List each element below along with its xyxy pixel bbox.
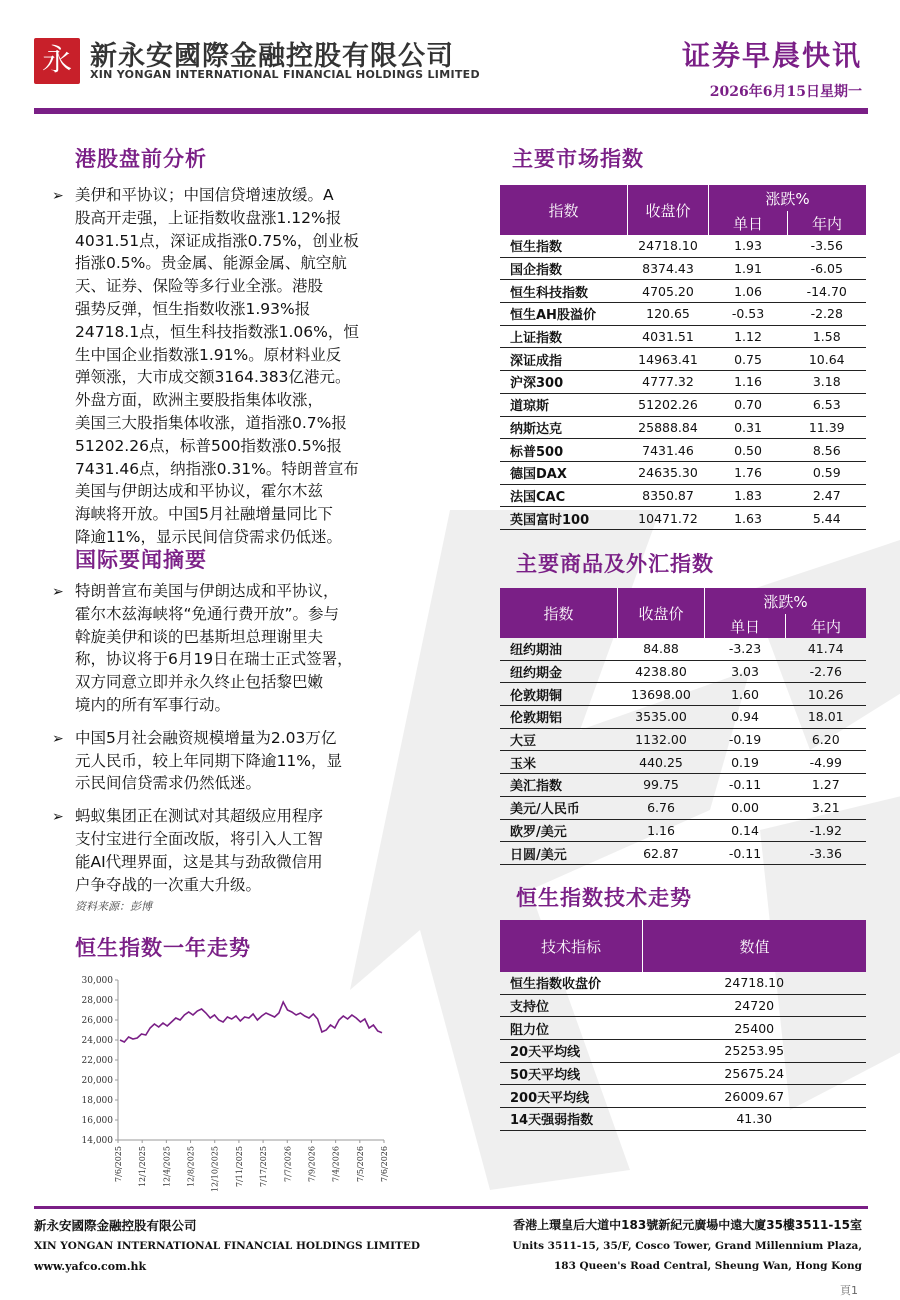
cell-name: 欧罗/美元 (500, 819, 618, 842)
cell-close: 7431.46 (628, 439, 709, 462)
cell-ytd: 0.59 (788, 461, 867, 484)
cell-close: 4777.32 (628, 371, 709, 394)
col-chg: 涨跌% (705, 588, 867, 614)
hsi-series-line (120, 1002, 382, 1042)
table-row (500, 683, 866, 706)
bullet-arrow-icon: ➢ (52, 188, 64, 204)
cell-value: 25675.24 (643, 1062, 867, 1085)
cell-ytd: 10.26 (786, 683, 867, 706)
cell-ytd: 18.01 (786, 706, 867, 729)
news-item (52, 580, 392, 717)
table-row (500, 371, 866, 394)
table-row (500, 706, 866, 729)
header-divider (34, 108, 868, 114)
col-ytd: 年内 (788, 211, 867, 235)
cell-day: 0.14 (705, 819, 786, 842)
hk-pre-title: 港股盘前分析 (75, 147, 207, 171)
cell-name: 国企指数 (500, 257, 628, 280)
news-item (52, 727, 392, 795)
cell-close: 4705.20 (628, 280, 709, 303)
table-row (500, 416, 866, 439)
report-date: 2026年6月15日星期一 (709, 84, 862, 100)
bullet-arrow-icon: ➢ (52, 584, 64, 600)
hsi-line-chart (70, 968, 400, 1200)
table-row (500, 235, 866, 257)
company-logo: 永 (34, 38, 80, 84)
news-line: 元人民币，较上年同期下降逾11%，显 (75, 751, 342, 770)
cell-close: 14963.41 (628, 348, 709, 371)
y-tick-label: 26,000 (81, 1016, 113, 1026)
cell-value: 26009.67 (643, 1085, 867, 1108)
news-line: 霍尔木兹海峡将“免通行费开放”。参与 (75, 604, 340, 623)
col-close: 收盘价 (618, 588, 705, 638)
y-tick-label: 30,000 (81, 976, 113, 986)
cell-ytd: -4.99 (786, 751, 867, 774)
cell-close: 6.76 (618, 796, 705, 819)
company-name-en: XIN YONGAN INTERNATIONAL FINANCIAL HOLDINGS LIMITED (90, 68, 480, 81)
cell-day: 1.93 (709, 235, 788, 257)
cell-close: 3535.00 (618, 706, 705, 729)
cell-day: -0.11 (705, 842, 786, 865)
x-tick-label: 7/4/2026 (331, 1146, 341, 1182)
cell-close: 25888.84 (628, 416, 709, 439)
bullet-arrow-icon: ➢ (52, 809, 64, 826)
footer-website: www.yafco.com.hk (34, 1260, 147, 1273)
cell-day: 1.60 (705, 683, 786, 706)
table-row (500, 660, 866, 683)
cell-day: 1.16 (709, 371, 788, 394)
cell-close: 440.25 (618, 751, 705, 774)
technical-table (500, 920, 866, 1131)
cell-day: 0.94 (705, 706, 786, 729)
footer-company-cn: 新永安國際金融控股有限公司 (34, 1218, 197, 1233)
cell-ytd: 3.21 (786, 796, 867, 819)
cell-name: 大豆 (500, 728, 618, 751)
table-row (500, 484, 866, 507)
cell-ytd: -2.28 (788, 303, 867, 326)
cell-name: 上证指数 (500, 325, 628, 348)
table-row (500, 1108, 866, 1131)
news-line: 斡旋美伊和谈的巴基斯坦总理谢里夫 (75, 627, 324, 646)
table-row (500, 280, 866, 303)
table-row (500, 348, 866, 371)
bullet-arrow-icon: ➢ (52, 730, 64, 747)
cell-day: 3.03 (705, 660, 786, 683)
market-indices-table (500, 185, 866, 530)
paragraph-line: 美国与伊朗达成和平协议，霍尔木兹 (75, 482, 324, 501)
cell-name: 英国富时100 (500, 507, 628, 530)
cell-name: 恒生科技指数 (500, 280, 628, 303)
cell-close: 4031.51 (628, 325, 709, 348)
col-value: 数值 (643, 920, 867, 972)
news-line: 蚂蚁集团正在测试对其超级应用程序 (75, 807, 324, 826)
table-row (500, 1085, 866, 1108)
cell-name: 50天平均线 (500, 1062, 643, 1085)
cell-name: 200天平均线 (500, 1085, 643, 1108)
news-line: 称，协议将于6月19日在瑞士正式签署， (75, 650, 353, 669)
table-row (500, 1062, 866, 1085)
paragraph-line: 美伊和平协议；中国信贷增速放缓。A (75, 186, 334, 204)
col-name: 指数 (500, 185, 628, 235)
hk-pre-paragraph (75, 184, 387, 549)
cell-ytd: -1.92 (786, 819, 867, 842)
paragraph-line: 降逾11%，显示民间信贷需求仍低迷。 (75, 527, 342, 546)
cell-value: 25400 (643, 1017, 867, 1040)
col-day: 单日 (705, 614, 786, 638)
footer-divider (34, 1206, 868, 1209)
cell-day: -3.23 (705, 638, 786, 660)
y-tick-label: 18,000 (81, 1096, 113, 1106)
news-line: 户争夺战的一次重大升级。 (75, 875, 262, 894)
cell-name: 支持位 (500, 994, 643, 1017)
market-indices-title: 主要市场指数 (512, 147, 644, 171)
table-row (500, 303, 866, 326)
y-tick-label: 20,000 (81, 1076, 113, 1086)
cell-name: 恒生AH股溢价 (500, 303, 628, 326)
cell-day: -0.19 (705, 728, 786, 751)
footer-address-en-2: 183 Queen's Road Central, Sheung Wan, Hong Kong (553, 1260, 862, 1272)
table-row (500, 461, 866, 484)
cell-ytd: 3.18 (788, 371, 867, 394)
x-tick-label: 7/6/2026 (380, 1146, 389, 1182)
y-tick-label: 16,000 (81, 1116, 113, 1126)
cell-name: 德国DAX (500, 461, 628, 484)
cell-ytd: 8.56 (788, 439, 867, 462)
cell-name: 伦敦期铝 (500, 706, 618, 729)
news-source: 资料来源：彭博 (75, 900, 152, 913)
table-row (500, 751, 866, 774)
x-tick-label: 7/7/2026 (283, 1146, 293, 1182)
x-tick-label: 12/1/2025 (138, 1146, 148, 1188)
cell-name: 恒生指数 (500, 235, 628, 257)
paragraph-line: 指涨0.5%。贵金属、能源金属、航空航 (75, 254, 347, 273)
cell-day: 1.12 (709, 325, 788, 348)
cell-name: 美元/人民币 (500, 796, 618, 819)
x-tick-label: 7/11/2025 (234, 1146, 244, 1188)
paragraph-line: 7431.46点，纳指涨0.31%。特朗普宣布 (75, 459, 359, 478)
cell-ytd: -6.05 (788, 257, 867, 280)
footer-address-cn: 香港上環皇后大道中183號新紀元廣場中遠大廈35樓3511-15室 (513, 1218, 862, 1232)
commodities-table (500, 588, 866, 865)
cell-close: 8374.43 (628, 257, 709, 280)
table-row (500, 972, 866, 994)
table-row (500, 774, 866, 797)
cell-name: 沪深300 (500, 371, 628, 394)
table-row (500, 796, 866, 819)
cell-ytd: -2.76 (786, 660, 867, 683)
x-tick-label: 7/5/2026 (355, 1146, 365, 1182)
cell-name: 标普500 (500, 439, 628, 462)
table-row (500, 507, 866, 530)
cell-close: 10471.72 (628, 507, 709, 530)
paragraph-line: 4031.51点，深证成指涨0.75%，创业板 (75, 231, 359, 250)
y-tick-label: 22,000 (81, 1056, 113, 1066)
cell-value: 24720 (643, 994, 867, 1017)
y-tick-label: 24,000 (81, 1036, 113, 1046)
cell-ytd: -14.70 (788, 280, 867, 303)
technical-title: 恒生指数技术走势 (516, 886, 692, 910)
col-indicator: 技术指标 (500, 920, 643, 972)
col-ytd: 年内 (786, 614, 867, 638)
col-close: 收盘价 (628, 185, 709, 235)
cell-name: 纽约期金 (500, 660, 618, 683)
cell-name: 美汇指数 (500, 774, 618, 797)
intl-news-list (52, 580, 392, 906)
col-day: 单日 (709, 211, 788, 235)
x-tick-label: 12/4/2025 (162, 1146, 172, 1188)
cell-close: 51202.26 (628, 393, 709, 416)
news-line: 示民间信贷需求仍然低迷。 (75, 774, 262, 793)
cell-ytd: -3.56 (788, 235, 867, 257)
cell-close: 99.75 (618, 774, 705, 797)
cell-name: 纽约期油 (500, 638, 618, 660)
cell-name: 恒生指数收盘价 (500, 972, 643, 994)
cell-name: 伦敦期铜 (500, 683, 618, 706)
cell-name: 日圆/美元 (500, 842, 618, 865)
cell-name: 玉米 (500, 751, 618, 774)
x-tick-label: 12/8/2025 (186, 1146, 196, 1188)
cell-value: 41.30 (643, 1108, 867, 1131)
cell-name: 14天强弱指数 (500, 1108, 643, 1131)
paragraph-line: 24718.1点，恒生科技指数涨1.06%，恒 (75, 322, 359, 341)
cell-ytd: 1.27 (786, 774, 867, 797)
cell-ytd: 1.58 (788, 325, 867, 348)
table-row (500, 1040, 866, 1063)
cell-day: 0.31 (709, 416, 788, 439)
cell-name: 法国CAC (500, 484, 628, 507)
news-line: 境内的所有军事行动。 (75, 695, 231, 714)
x-tick-label: 7/6/2025 (114, 1146, 123, 1182)
paragraph-line: 外盘方面，欧洲主要股指集体收涨， (75, 391, 324, 410)
y-tick-label: 28,000 (81, 996, 113, 1006)
cell-ytd: -3.36 (786, 842, 867, 865)
paragraph-line: 天、证券、保险等多行业全涨。港股 (75, 277, 324, 296)
footer-address-en-1: Units 3511-15, 35/F, Cosco Tower, Grand Millennium Plaza, (512, 1240, 862, 1252)
cell-ytd: 2.47 (788, 484, 867, 507)
cell-close: 13698.00 (618, 683, 705, 706)
cell-day: 1.06 (709, 280, 788, 303)
cell-day: 1.91 (709, 257, 788, 280)
news-line: 能AI代理界面，这是其与劲敌微信用 (75, 852, 323, 871)
x-tick-label: 7/17/2025 (259, 1146, 269, 1188)
company-name-cn: 新永安國際金融控股有限公司 (90, 41, 454, 72)
cell-day: 0.75 (709, 348, 788, 371)
cell-name: 深证成指 (500, 348, 628, 371)
y-tick-label: 14,000 (81, 1136, 113, 1146)
commodities-title: 主要商品及外汇指数 (516, 552, 714, 576)
cell-ytd: 41.74 (786, 638, 867, 660)
table-row (500, 994, 866, 1017)
cell-close: 1.16 (618, 819, 705, 842)
cell-day: 0.70 (709, 393, 788, 416)
report-title: 证券早晨快讯 (681, 39, 862, 72)
intl-news-title: 国际要闻摘要 (75, 548, 207, 572)
paragraph-line: 股高开走强，上证指数收盘涨1.12%报 (75, 208, 342, 227)
table-row (500, 842, 866, 865)
table-row (500, 728, 866, 751)
paragraph-line: 海峡将开放。中国5月社融增量同比下 (75, 505, 333, 524)
cell-ytd: 6.20 (786, 728, 867, 751)
cell-value: 25253.95 (643, 1040, 867, 1063)
cell-day: -0.53 (709, 303, 788, 326)
x-tick-label: 7/9/2026 (307, 1146, 317, 1182)
cell-close: 1132.00 (618, 728, 705, 751)
col-chg: 涨跌% (709, 185, 867, 211)
cell-day: 1.83 (709, 484, 788, 507)
table-row (500, 638, 866, 660)
table-row (500, 257, 866, 280)
footer-company-en: XIN YONGAN INTERNATIONAL FINANCIAL HOLDINGS LIMITED (34, 1240, 420, 1252)
news-line: 双方同意立即并永久终止包括黎巴嫩 (75, 673, 324, 692)
page-number: 頁1 (840, 1284, 858, 1297)
cell-close: 8350.87 (628, 484, 709, 507)
cell-name: 阻力位 (500, 1017, 643, 1040)
cell-day: 1.63 (709, 507, 788, 530)
paragraph-line: 弹领涨，大市成交额3164.383亿港元。 (75, 368, 351, 387)
cell-close: 24718.10 (628, 235, 709, 257)
paragraph-line: 强势反弹，恒生指数收涨1.93%报 (75, 299, 311, 318)
cell-day: 0.19 (705, 751, 786, 774)
cell-ytd: 10.64 (788, 348, 867, 371)
news-line: 特朗普宣布美国与伊朗达成和平协议， (75, 582, 339, 600)
news-item (52, 805, 392, 896)
cell-day: 0.50 (709, 439, 788, 462)
cell-day: -0.11 (705, 774, 786, 797)
cell-close: 84.88 (618, 638, 705, 660)
cell-value: 24718.10 (643, 972, 867, 994)
cell-ytd: 11.39 (788, 416, 867, 439)
col-name: 指数 (500, 588, 618, 638)
cell-close: 24635.30 (628, 461, 709, 484)
table-row (500, 439, 866, 462)
news-line: 中国5月社会融资规模增量为2.03万亿 (75, 728, 337, 747)
cell-name: 20天平均线 (500, 1040, 643, 1063)
cell-name: 道琼斯 (500, 393, 628, 416)
cell-day: 1.76 (709, 461, 788, 484)
cell-close: 120.65 (628, 303, 709, 326)
news-line: 支付宝进行全面改版，将引入人工智 (75, 829, 324, 848)
cell-ytd: 5.44 (788, 507, 867, 530)
cell-close: 4238.80 (618, 660, 705, 683)
cell-name: 纳斯达克 (500, 416, 628, 439)
x-tick-label: 12/10/2025 (210, 1146, 220, 1193)
cell-close: 62.87 (618, 842, 705, 865)
cell-day: 0.00 (705, 796, 786, 819)
paragraph-line: 51202.26点，标普500指数涨0.5%报 (75, 436, 342, 455)
table-row (500, 819, 866, 842)
cell-ytd: 6.53 (788, 393, 867, 416)
chart-title: 恒生指数一年走势 (75, 936, 251, 960)
paragraph-line: 生中国企业指数涨1.91%。原材料业反 (75, 345, 342, 364)
table-row (500, 393, 866, 416)
paragraph-line: 美国三大股指集体收涨，道指涨0.7%报 (75, 413, 347, 432)
table-row (500, 1017, 866, 1040)
table-row (500, 325, 866, 348)
